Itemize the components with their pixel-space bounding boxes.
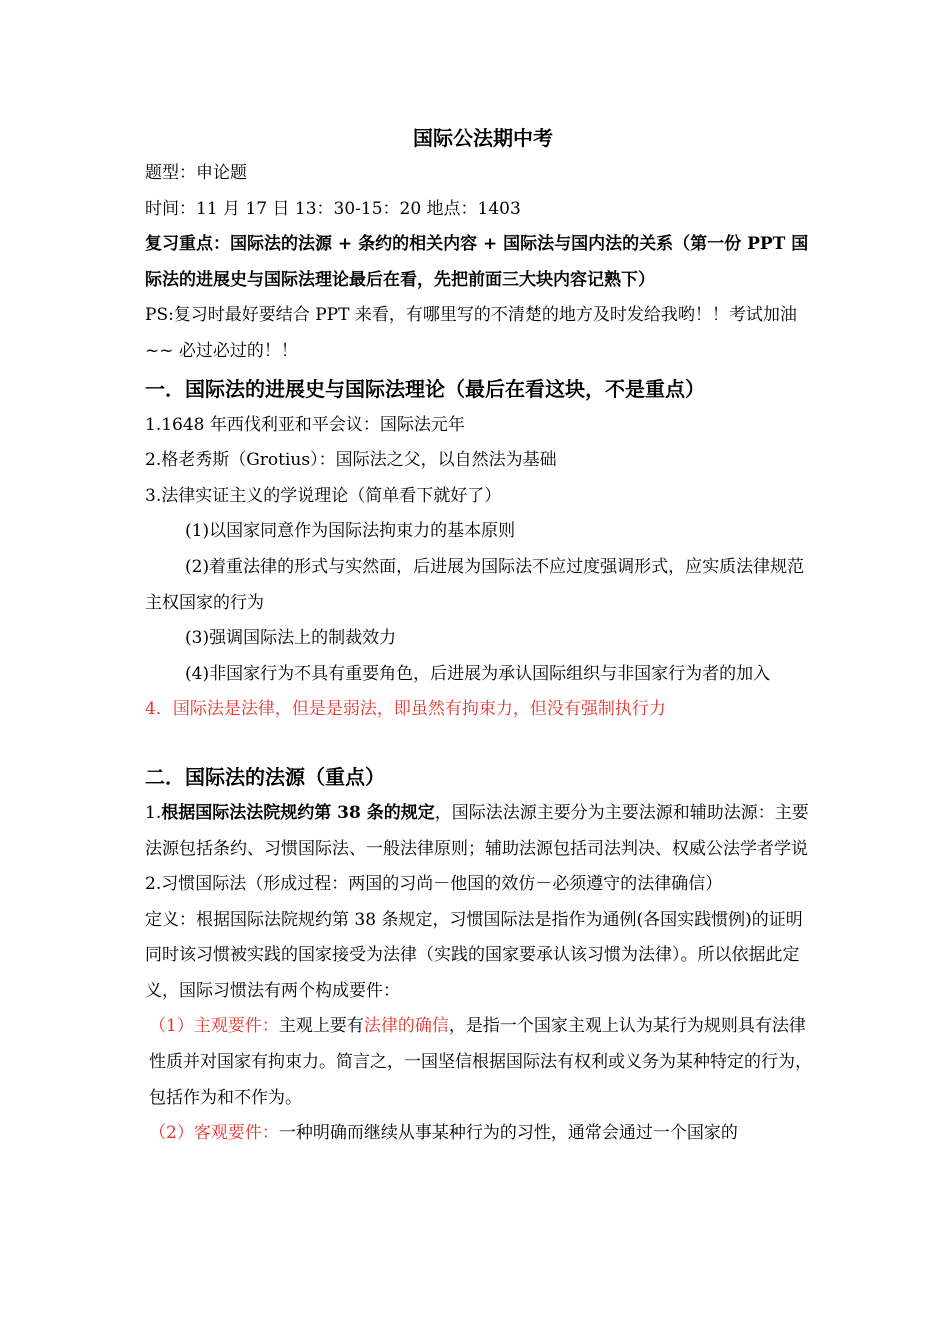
document-body	[145, 120, 815, 1152]
objective-element-text: 一种明确而继续从事某种行为的习性，通常会通过一个国家的	[278, 1123, 738, 1144]
subjective-element-paragraph	[145, 1009, 815, 1116]
exam-time-location-line: 时间：11 月 17 日 13：30-15：20 地点：1403	[145, 198, 521, 219]
section-1-subitem-4-text: (4)非国家行为不具有重要角色，后进展为承认国际组织与非国家行为者的加入	[185, 663, 771, 684]
section-1-heading: 一．国际法的进展史与国际法理论（最后在看这块，不是重点）	[145, 376, 705, 401]
subjective-element-label: （1）主观要件：	[149, 1016, 279, 1037]
section-2-p1-bold: 根据国际法法院规约第 38 条的规定	[161, 802, 435, 823]
section-1-item-3: 3.法律实证主义的学说理论（简单看下就好了）	[145, 485, 502, 506]
section-2-definition: 定义：根据国际法院规约第 38 条规定，习惯国际法是指作为通例(各国实践惯例)的证明同时该习惯被实践的国家接受为法律（实践的国家要承认该习惯为法律）。所以依据此定义，国际习惯法有两个构成要件：	[145, 909, 803, 1001]
section-2-heading: 二．国际法的法源（重点）	[145, 764, 385, 789]
section-2-p1-number: 1.	[145, 802, 162, 823]
section-2-paragraph-1	[145, 796, 815, 867]
section-1-subitem-3: (3)强调国际法上的制裁效力	[185, 628, 397, 649]
document-title: 国际公法期中考	[413, 126, 553, 150]
section-1-subitem-2	[145, 550, 815, 621]
legal-conviction-highlight: 法律的确信	[363, 1016, 449, 1037]
section-1-item-1: 1.1648 年西伐利亚和平会议：国际法元年	[145, 414, 465, 435]
question-type-line: 题型：申论题	[145, 163, 247, 183]
section-1-item-2: 2.格老秀斯（Grotius）：国际法之父，以自然法为基础	[145, 450, 557, 471]
ps-note: PS:复习时最好要结合 PPT 来看，有哪里写的不清楚的地方及时发给我哟！！考试加油~~ 必过必过的！！	[145, 305, 797, 361]
section-1-item-4: 4．国际法是法律，但是是弱法，即虽然有拘束力，但没有强制执行力	[145, 699, 666, 720]
section-1-subitem-2-text: (2)着重法律的形式与实然面，后进展为国际法不应过度强调形式，应实质法律规范主权国家的行为	[145, 556, 805, 613]
section-2-p1-rest: ，国际法法源主要分为主要法源和辅助法源：主要法源包括条约、习惯国际法、一般法律原则；辅助法源包括司法判决、权威公法学者学说	[145, 802, 809, 859]
objective-element-paragraph	[145, 1116, 815, 1152]
section-1-subitem-4	[145, 657, 815, 693]
section-spacer	[145, 728, 815, 758]
subjective-element-text-b: ，是指一个国家主观上认为某行为规则具有法律性质并对国家有拘束力。简言之，一国坚信根据国际法有权利或义务为某种特定的行为，包括作为和不作为。	[149, 1016, 812, 1108]
review-focus-paragraph: 复习重点：国际法的法源 + 条约的相关内容 + 国际法与国内法的关系（第一份 PPT 国际法的进展史与国际法理论最后在看，先把前面三大块内容记熟下）	[145, 234, 809, 290]
objective-element-label: （2）客观要件：	[149, 1123, 279, 1144]
section-1-subitem-1: (1)以国家同意作为国际法拘束力的基本原则	[185, 521, 516, 542]
section-2-paragraph-2: 2.习惯国际法（形成过程：两国的习尚－他国的效仿－必须遵守的法律确信）	[145, 874, 723, 895]
subjective-element-text-a: 主观上要有	[278, 1016, 364, 1037]
